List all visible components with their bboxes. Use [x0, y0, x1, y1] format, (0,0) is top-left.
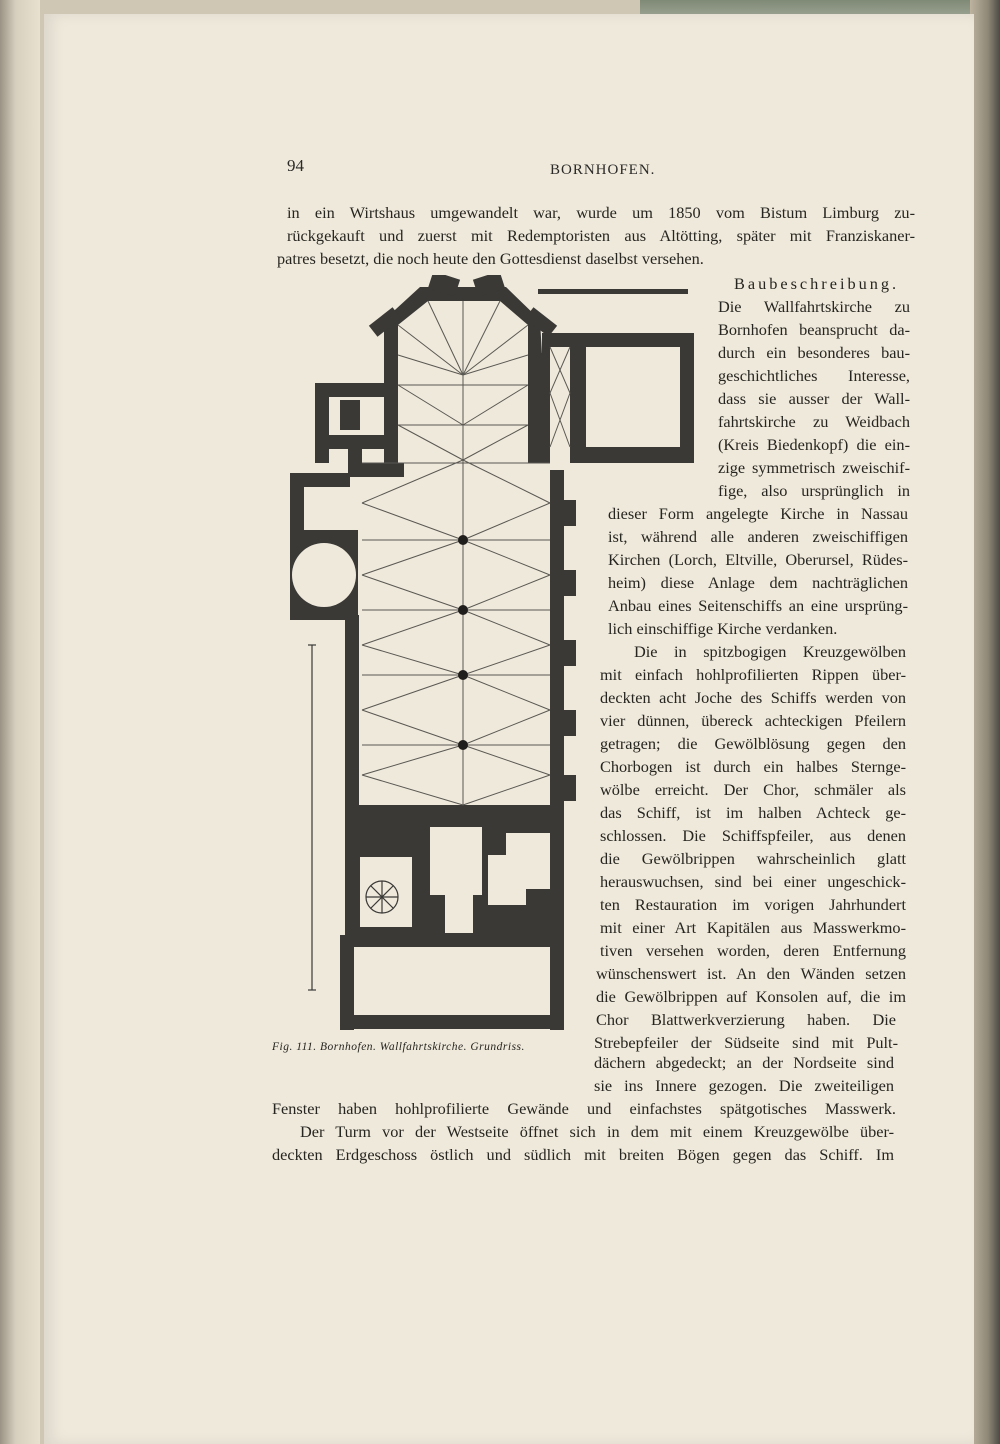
book-spine-shadow: [0, 0, 40, 1444]
text-line: Chorbogen ist durch ein halbes Sternge-: [600, 757, 906, 776]
text-line: fahrtskirche zu Weidbach: [718, 412, 910, 431]
text-line: fige, also ursprünglich in: [718, 481, 910, 500]
text-line: mit einer Art Kapitälen aus Masswerkmo-: [600, 918, 906, 937]
text-line: dächern abgedeckt; an der Nordseite sind: [594, 1053, 894, 1072]
text-line: wölbe erreicht. Der Chor, schmäler als: [600, 780, 906, 799]
text-line: Die Wallfahrtskirche zu: [718, 297, 910, 316]
page-number: 94: [287, 156, 304, 175]
text-line: Die in spitzbogigen Kreuzgewölben: [634, 642, 906, 661]
text-line: die Gewölbrippen wahrscheinlich glatt: [600, 849, 906, 868]
church-floor-plan: [270, 275, 700, 1065]
text-line: Strebepfeiler der Südseite sind mit Pult-: [594, 1033, 898, 1052]
text-line: Der Turm vor der Westseite öffnet sich in dem mit einem Kreuzgewölbe über-: [300, 1122, 894, 1141]
scale-bar: [308, 645, 316, 990]
text-line: herauswuchsen, sind bei einer ungeschick-: [600, 872, 906, 891]
text-line: patres besetzt, die noch heute den Gottesdienst daselbst versehen.: [277, 249, 704, 268]
text-line: ten Restauration im vorigen Jahrhundert: [600, 895, 906, 914]
text-line: lich einschiffige Kirche verdanken.: [608, 619, 838, 638]
text-line: mit einfach hohlprofilierten Rippen über-: [600, 665, 906, 684]
text-line: zige symmetrisch zweischif-: [718, 458, 910, 477]
text-line: wünschenswert ist. An den Wänden setzen: [596, 964, 906, 983]
text-line: getragen; die Gewölblösung gegen den: [600, 734, 906, 753]
text-line: rückgekauft und zuerst mit Redemptoristen aus Altötting, später mit Franziskaner-: [287, 226, 915, 245]
text-line: sie ins Innere gezogen. Die zweiteiligen: [594, 1076, 894, 1095]
figure-caption: Fig. 111. Bornhofen. Wallfahrtskirche. Grundriss.: [272, 1041, 525, 1053]
text-line: deckten acht Joche des Schiffs werden von: [600, 688, 906, 707]
text-line: heim) diese Anlage dem nachträglichen: [608, 573, 908, 592]
page-stack-edge: [970, 0, 1000, 1444]
running-title: BORNHOFEN.: [550, 162, 656, 178]
text-line: deckten Erdgeschoss östlich und südlich mit breiten Bögen gegen das Schiff. Im: [272, 1145, 894, 1164]
text-line: Anbau eines Seitenschiffs an eine ursprüng-: [608, 596, 908, 615]
text-line: Fenster haben hohlprofilierte Gewände und einfachstes spätgotisches Masswerk.: [272, 1099, 896, 1118]
text-line: dieser Form angelegte Kirche in Nassau: [608, 504, 908, 523]
plan-walls: [290, 275, 694, 1030]
text-line: die Gewölbrippen auf Konsolen auf, die im: [596, 987, 906, 1006]
text-line: Kirchen (Lorch, Eltville, Oberursel, Rüdes-: [608, 550, 908, 569]
text-line: vier dünnen, übereck achteckigen Pfeilern: [600, 711, 906, 730]
spiral-stair: [366, 881, 398, 913]
text-line: in ein Wirtshaus umgewandelt war, wurde um 1850 vom Bistum Limburg zu-: [287, 203, 915, 222]
text-line: (Kreis Biedenkopf) die ein-: [718, 435, 910, 454]
text-line: tiven versehen worden, deren Entfernung: [600, 941, 906, 960]
section-heading: Baubeschreibung.: [734, 274, 900, 293]
text-line: schlossen. Die Schiffspfeiler, aus denen: [600, 826, 906, 845]
text-line: Chor Blattwerkverzierung haben. Die: [596, 1010, 896, 1029]
text-line: geschichtliches Interesse,: [718, 366, 910, 385]
text-line: ist, während alle anderen zweischiffigen: [608, 527, 908, 546]
text-line: durch ein besonderes bau-: [718, 343, 910, 362]
text-line: das Schiff, ist im halben Achteck ge-: [600, 803, 906, 822]
text-line: Bornhofen beansprucht da-: [718, 320, 910, 339]
text-line: dass sie ausser der Wall-: [718, 389, 910, 408]
